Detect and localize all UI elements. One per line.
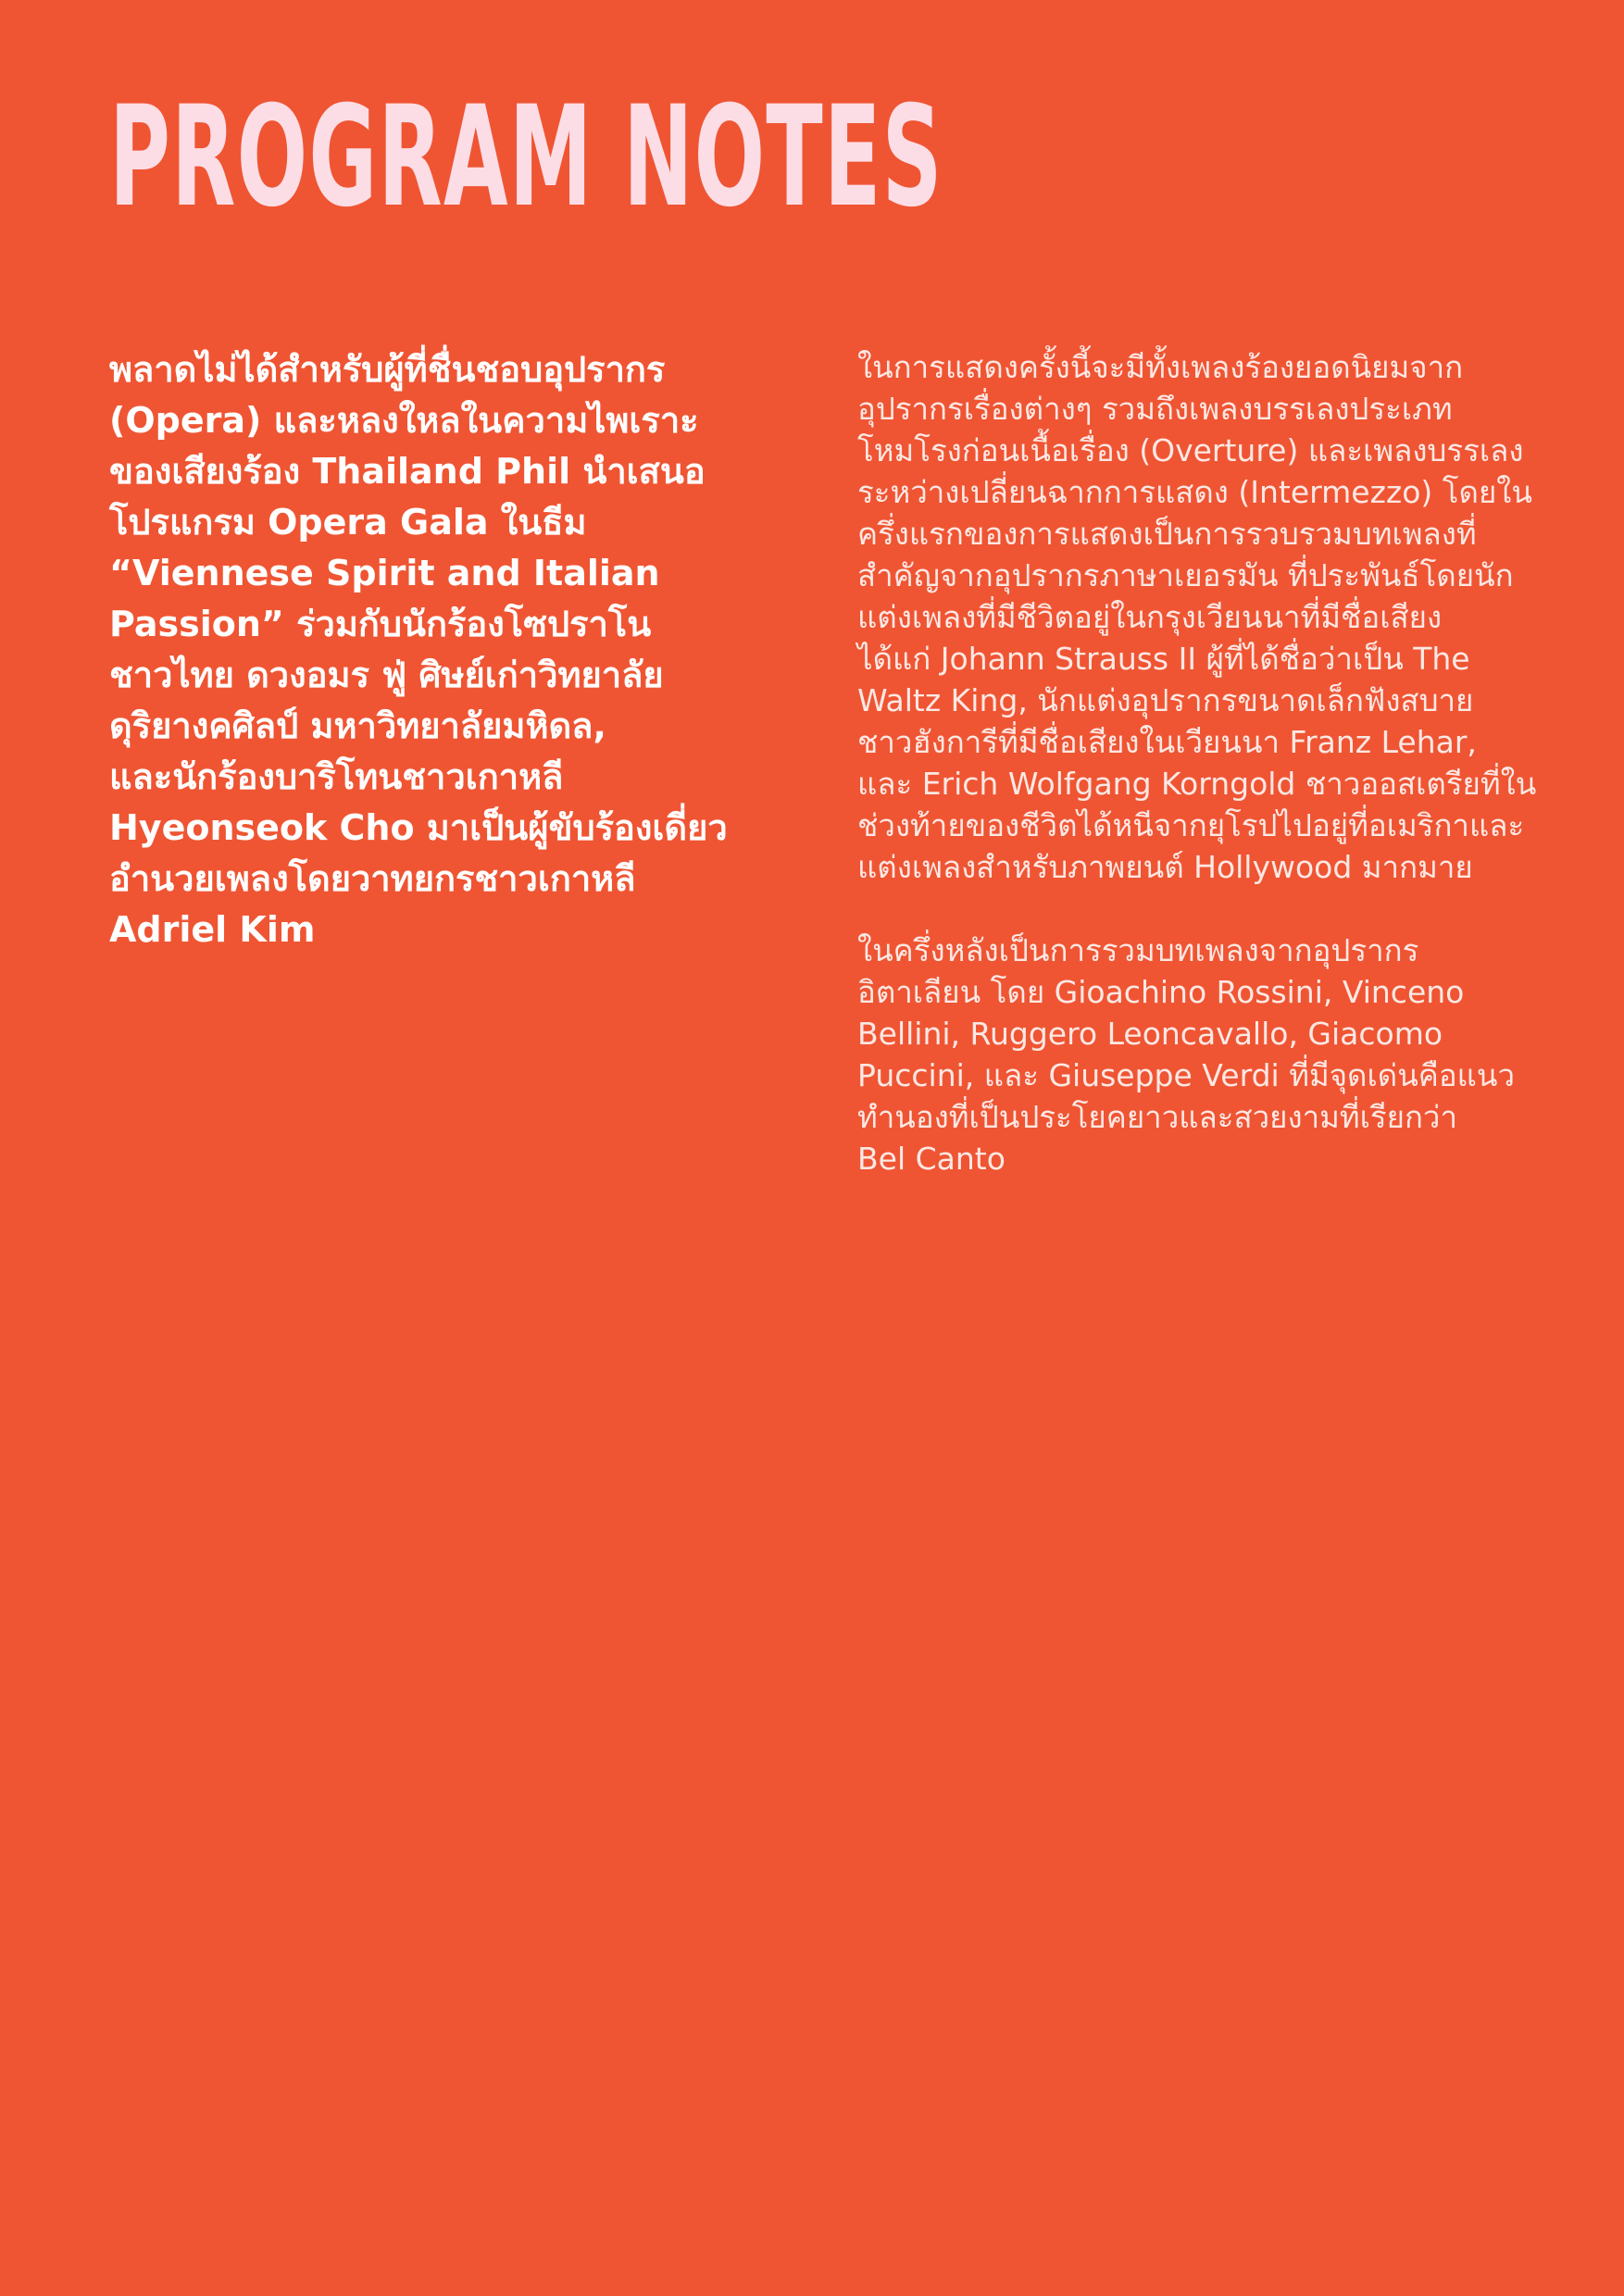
intro-paragraph: พลาดไม่ได้สำหรับผู้ที่ชื่นชอบอุปรากร (Opera) และหลงใหลในความไพเราะ ของเสียงร้อง Thailand Phil นำเสนอ โปรแกรม Opera Gala ในธีม “Viennese Spirit and Italian Passion” ร่วมกับนักร้องโซปราโน ชาวไทย ดวงอมร ฟู่ ศิษย์เก่าวิทยาลัย ดุริยางคศิลป์ มหาวิทยาลัยมหิดล, และนักร้องบาริโทนชาวเกาหลี Hyeonseok Cho มาเป็นผู้ขับร้องเดี่ยว อำนวยเพลงโดยวาทยกรชาวเกาหลี Adriel Kim [109,349,728,950]
body-paragraph-second-half: ในครึ่งหลังเป็นการรวมบทเพลงจากอุปรากร อิตาเลียน โดย Gioachino Rossini, Vinceno Bellini, Ruggero Leoncavallo, Giacomo Puccini, และ Giuseppe Verdi ที่มีจุดเด่นคือแนว ทำนองที่เป็นประโยคยาวและสวยงามที่เรียกว่า Bel Canto [857,932,1515,1177]
page-title: PROGRAM NOTES [109,77,943,238]
body-column [857,346,1561,1179]
body-paragraph-first-half: ในการแสดงครั้งนี้จะมีทั้งเพลงร้องยอดนิยมจาก อุปรากรเรื่องต่างๆ รวมถึงเพลงบรรเลงประเภท โหมโรงก่อนเนื้อเรื่อง (Overture) และเพลงบรรเลง ระหว่างเปลี่ยนฉากการแสดง (Intermezzo) โดยใน ครึ่งแรกของการแสดงเป็นการรวบรวมบทเพลงที่ สำคัญจากอุปรากรภาษาเยอรมัน ที่ประพันธ์โดยนัก แต่งเพลงที่มีชีวิตอยู่ในกรุงเวียนนาที่มีชื่อเสียง ได้แก่ Johann Strauss II ผู้ที่ได้ชื่อว่าเป็น The Waltz King, นักแต่งอุปรากรขนาดเล็กฟังสบาย ชาวฮังการีที่มีชื่อเสียงในเวียนนา Franz Lehar, และ Erich Wolfgang Korngold ชาวออสเตรียที่ใน ช่วงท้ายของชีวิตได้หนีจากยุโรปไปอยู่ที่อเมริกาและ แต่งเพลงสำหรับภาพยนต์ Hollywood มากมาย [857,349,1537,885]
